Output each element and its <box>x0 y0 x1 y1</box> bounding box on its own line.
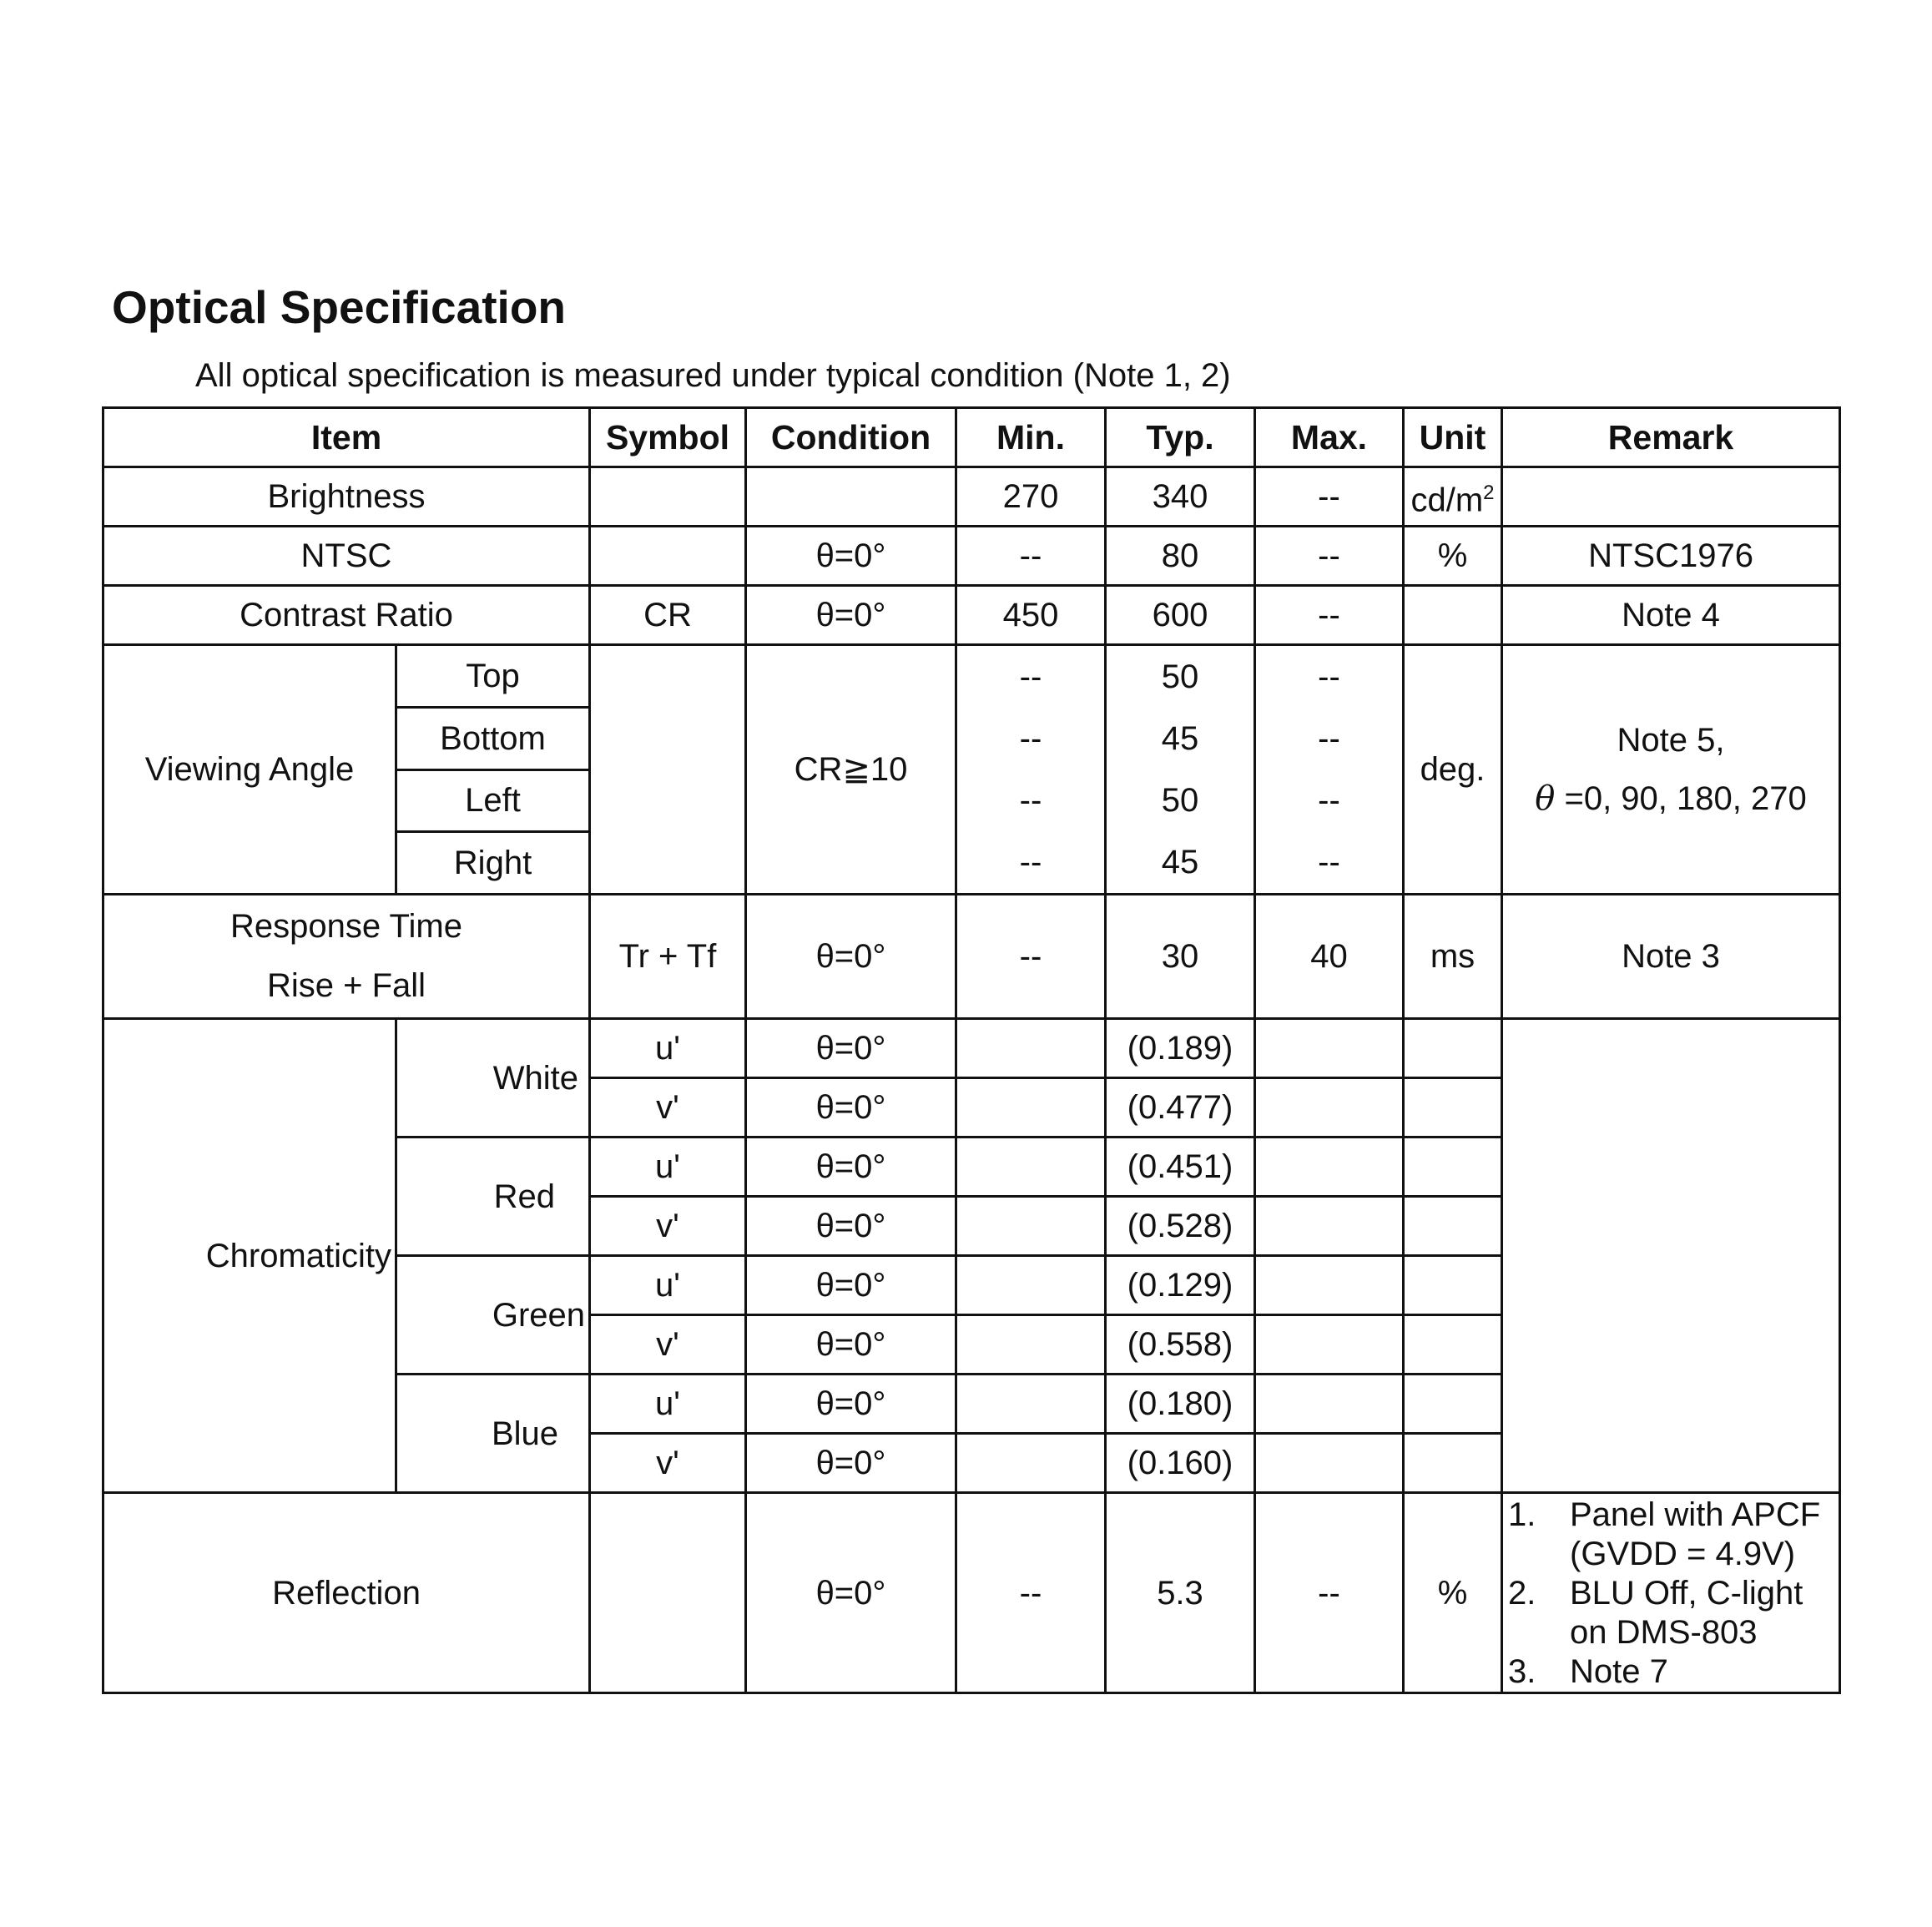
chroma-unit <box>1404 1138 1502 1197</box>
viewing-typ <box>1106 645 1255 895</box>
chroma-unit <box>1404 1375 1502 1434</box>
header-typ: Typ. <box>1106 408 1255 467</box>
chroma-typ: (0.528) <box>1106 1197 1255 1256</box>
chroma-typ: (0.160) <box>1106 1434 1255 1493</box>
remark-number: 2. <box>1508 1575 1536 1612</box>
chroma-min <box>956 1375 1106 1434</box>
ntsc-min: -- <box>956 527 1106 586</box>
header-max: Max. <box>1255 408 1404 467</box>
viewing-dir: Bottom <box>396 707 590 769</box>
header-remark: Remark <box>1502 408 1840 467</box>
chroma-min <box>956 1138 1106 1197</box>
chroma-min <box>956 1315 1106 1375</box>
chroma-min <box>956 1078 1106 1138</box>
viewing-remark-line1: Note 5, <box>1617 722 1725 759</box>
remark-number: 3. <box>1508 1653 1536 1690</box>
chroma-condition: θ=0° <box>746 1019 956 1078</box>
contrast-unit <box>1404 586 1502 645</box>
reflection-remark-item <box>1503 1574 1839 1652</box>
viewing-dir: Right <box>396 832 590 895</box>
remark-text: Panel with APCF (GVDD = 4.9V) <box>1570 1496 1821 1572</box>
chroma-max <box>1255 1315 1404 1375</box>
remark-text: Note 7 <box>1570 1653 1668 1690</box>
chroma-max <box>1255 1019 1404 1078</box>
reflection-remark-list <box>1503 1496 1839 1692</box>
chroma-symbol: u' <box>590 1256 746 1315</box>
viewing-typ-value: 45 <box>1161 720 1199 757</box>
chroma-symbol: v' <box>590 1434 746 1493</box>
chroma-color-name: Green <box>396 1256 590 1375</box>
response-item-line1: Response Time <box>230 908 462 945</box>
chroma-unit <box>1404 1078 1502 1138</box>
optical-spec-table <box>102 406 1841 1694</box>
viewing-condition: CR≧10 <box>746 645 956 895</box>
response-item <box>103 895 590 1019</box>
chroma-typ: (0.451) <box>1106 1138 1255 1197</box>
row-ntsc <box>103 527 1840 586</box>
header-min: Min. <box>956 408 1106 467</box>
response-min: -- <box>956 895 1106 1019</box>
contrast-condition: θ=0° <box>746 586 956 645</box>
chroma-remark <box>1502 1019 1840 1493</box>
chroma-typ: (0.129) <box>1106 1256 1255 1315</box>
reflection-min: -- <box>956 1493 1106 1693</box>
header-item: Item <box>103 408 590 467</box>
contrast-remark: Note 4 <box>1502 586 1840 645</box>
reflection-max: -- <box>1255 1493 1404 1693</box>
chroma-condition: θ=0° <box>746 1256 956 1315</box>
response-remark: Note 3 <box>1502 895 1840 1019</box>
chroma-typ: (0.189) <box>1106 1019 1255 1078</box>
response-condition: θ=0° <box>746 895 956 1019</box>
contrast-max: -- <box>1255 586 1404 645</box>
brightness-unit-exp: 2 <box>1483 481 1495 504</box>
chroma-symbol: u' <box>590 1375 746 1434</box>
viewing-item: Viewing Angle <box>103 645 396 895</box>
intro-text: All optical specification is measured under typical condition (Note 1, 2) <box>195 357 1231 394</box>
chroma-symbol: u' <box>590 1019 746 1078</box>
ntsc-condition: θ=0° <box>746 527 956 586</box>
viewing-dir: Left <box>396 769 590 832</box>
viewing-max <box>1255 645 1404 895</box>
viewing-max-value: -- <box>1318 844 1340 880</box>
ntsc-typ: 80 <box>1106 527 1255 586</box>
brightness-typ: 340 <box>1106 467 1255 527</box>
header-symbol: Symbol <box>590 408 746 467</box>
reflection-unit: % <box>1404 1493 1502 1693</box>
brightness-min: 270 <box>956 467 1106 527</box>
viewing-dir: Top <box>396 645 590 708</box>
chroma-unit <box>1404 1256 1502 1315</box>
row-reflection <box>103 1493 1840 1693</box>
chroma-color-name: White <box>396 1019 590 1138</box>
viewing-min-value: -- <box>1019 658 1042 695</box>
reflection-remark-item <box>1503 1496 1839 1574</box>
brightness-item: Brightness <box>103 467 590 527</box>
chroma-typ: (0.180) <box>1106 1375 1255 1434</box>
row-response <box>103 895 1840 1019</box>
row-brightness <box>103 467 1840 527</box>
chroma-condition: θ=0° <box>746 1078 956 1138</box>
viewing-min-value: -- <box>1019 844 1042 880</box>
chroma-max <box>1255 1138 1404 1197</box>
chroma-color-name: Red <box>396 1138 590 1256</box>
chroma-min <box>956 1256 1106 1315</box>
viewing-remark-angles: =0, 90, 180, 270 <box>1555 780 1807 817</box>
viewing-typ-value: 50 <box>1161 658 1199 695</box>
chroma-max <box>1255 1375 1404 1434</box>
ntsc-unit: % <box>1404 527 1502 586</box>
reflection-remark-item <box>1503 1652 1839 1692</box>
chroma-symbol: v' <box>590 1197 746 1256</box>
ntsc-symbol <box>590 527 746 586</box>
chroma-min <box>956 1019 1106 1078</box>
row-chroma-white-u <box>103 1019 1840 1078</box>
chroma-condition: θ=0° <box>746 1138 956 1197</box>
header-unit: Unit <box>1404 408 1502 467</box>
contrast-typ: 600 <box>1106 586 1255 645</box>
chroma-max <box>1255 1197 1404 1256</box>
viewing-remark <box>1502 645 1840 895</box>
ntsc-item: NTSC <box>103 527 590 586</box>
brightness-symbol <box>590 467 746 527</box>
chroma-max <box>1255 1078 1404 1138</box>
contrast-min: 450 <box>956 586 1106 645</box>
reflection-remark <box>1502 1493 1840 1693</box>
chroma-min <box>956 1197 1106 1256</box>
viewing-min <box>956 645 1106 895</box>
row-viewing-top <box>103 645 1840 708</box>
chroma-condition: θ=0° <box>746 1197 956 1256</box>
viewing-min-value: -- <box>1019 720 1042 757</box>
chroma-unit <box>1404 1019 1502 1078</box>
response-unit: ms <box>1404 895 1502 1019</box>
chroma-symbol: u' <box>590 1138 746 1197</box>
chroma-symbol: v' <box>590 1315 746 1375</box>
reflection-typ: 5.3 <box>1106 1493 1255 1693</box>
brightness-unit-base: cd/m <box>1410 482 1484 519</box>
response-symbol: Tr + Tf <box>590 895 746 1019</box>
chroma-unit <box>1404 1315 1502 1375</box>
brightness-unit <box>1404 467 1502 527</box>
header-condition: Condition <box>746 408 956 467</box>
chroma-unit <box>1404 1434 1502 1493</box>
brightness-remark <box>1502 467 1840 527</box>
contrast-item: Contrast Ratio <box>103 586 590 645</box>
row-contrast <box>103 586 1840 645</box>
chroma-unit <box>1404 1197 1502 1256</box>
chroma-condition: θ=0° <box>746 1315 956 1375</box>
chroma-typ: (0.558) <box>1106 1315 1255 1375</box>
viewing-typ-value: 45 <box>1161 844 1199 880</box>
brightness-condition <box>746 467 956 527</box>
reflection-symbol <box>590 1493 746 1693</box>
reflection-item: Reflection <box>103 1493 590 1693</box>
remark-text: BLU Off, C-light on DMS-803 <box>1570 1575 1803 1651</box>
viewing-typ-value: 50 <box>1161 782 1199 819</box>
response-typ: 30 <box>1106 895 1255 1019</box>
chroma-typ: (0.477) <box>1106 1078 1255 1138</box>
chroma-symbol: v' <box>590 1078 746 1138</box>
chroma-max <box>1255 1256 1404 1315</box>
ntsc-remark: NTSC1976 <box>1502 527 1840 586</box>
remark-number: 1. <box>1508 1496 1536 1533</box>
chroma-min <box>956 1434 1106 1493</box>
page-title: Optical Specification <box>112 281 567 333</box>
chroma-max <box>1255 1434 1404 1493</box>
viewing-max-value: -- <box>1318 658 1340 695</box>
viewing-symbol <box>590 645 746 895</box>
header-row <box>103 408 1840 467</box>
viewing-max-value: -- <box>1318 720 1340 757</box>
ntsc-max: -- <box>1255 527 1404 586</box>
viewing-max-value: -- <box>1318 782 1340 819</box>
chroma-color-name: Blue <box>396 1375 590 1493</box>
chromaticity-item: Chromaticity <box>103 1019 396 1493</box>
brightness-max: -- <box>1255 467 1404 527</box>
theta-symbol: θ <box>1535 779 1556 818</box>
response-max: 40 <box>1255 895 1404 1019</box>
reflection-condition: θ=0° <box>746 1493 956 1693</box>
viewing-unit: deg. <box>1404 645 1502 895</box>
contrast-symbol: CR <box>590 586 746 645</box>
chroma-condition: θ=0° <box>746 1375 956 1434</box>
chroma-condition: θ=0° <box>746 1434 956 1493</box>
response-item-line2: Rise + Fall <box>266 967 426 1004</box>
viewing-min-value: -- <box>1019 782 1042 819</box>
viewing-remark-line2 <box>1503 769 1839 828</box>
